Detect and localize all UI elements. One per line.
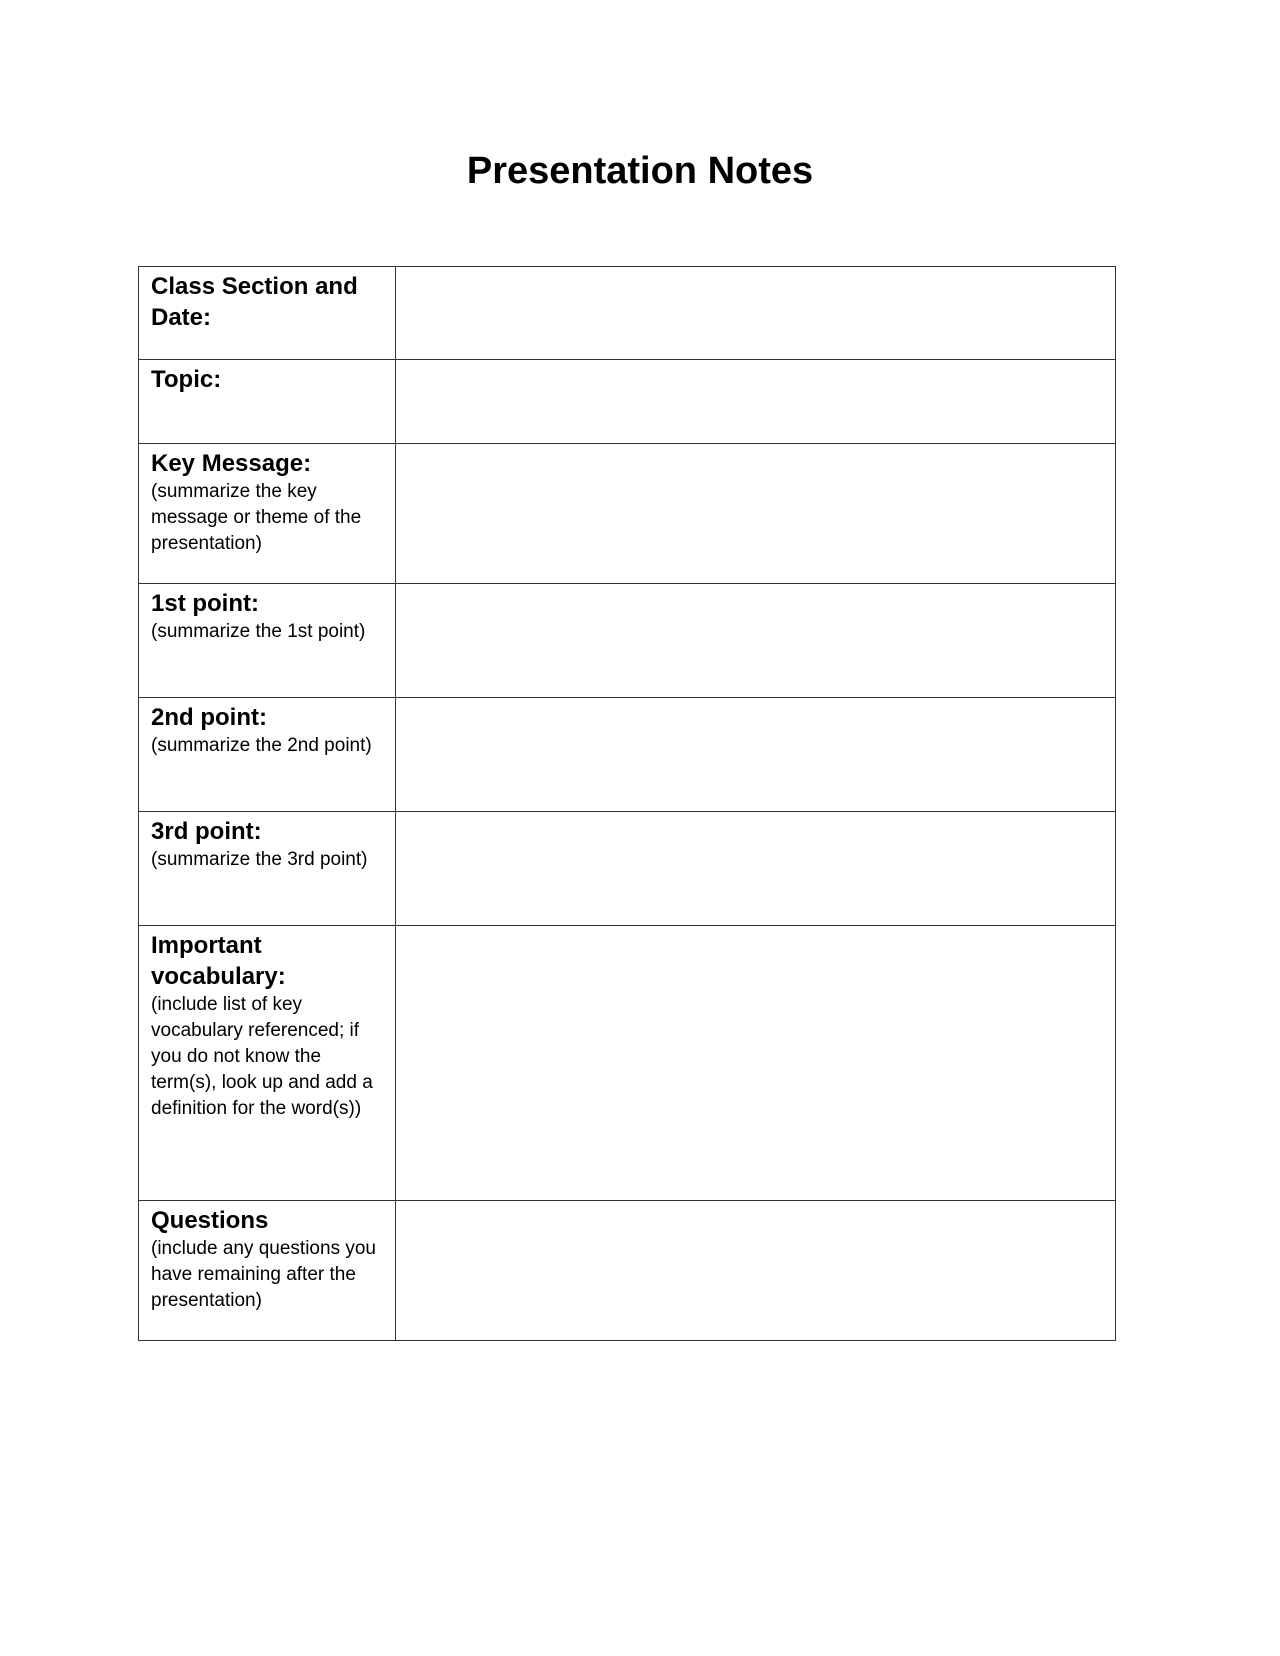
label-cell-questions — [139, 1201, 396, 1341]
label-cell-2nd-point — [139, 698, 396, 812]
answer-cell-topic[interactable] — [396, 360, 1116, 444]
row-label: 1st point: — [151, 590, 259, 617]
row-label: 3rd point: — [151, 818, 262, 845]
label-cell-important-vocabulary — [139, 926, 396, 1201]
answer-cell-1st-point[interactable] — [396, 584, 1116, 698]
row-label: 2nd point: — [151, 704, 267, 731]
answer-cell-3rd-point[interactable] — [396, 812, 1116, 926]
table-row — [139, 926, 1116, 1201]
row-hint: (include any questions you have remaining after the presentation) — [151, 1238, 376, 1311]
label-cell-key-message — [139, 444, 396, 584]
table-row — [139, 444, 1116, 584]
label-cell-1st-point — [139, 584, 396, 698]
row-label: Topic: — [151, 366, 222, 393]
table-row — [139, 360, 1116, 444]
row-hint: (summarize the key message or theme of the presentation) — [151, 481, 362, 554]
label-cell-3rd-point — [139, 812, 396, 926]
row-hint: (include list of key vocabulary referenced; if you do not know the term(s), look up and add a definition for the word(s)) — [151, 994, 373, 1119]
answer-cell-2nd-point[interactable] — [396, 698, 1116, 812]
row-hint: (summarize the 1st point) — [151, 621, 366, 642]
table-row — [139, 1201, 1116, 1341]
table-row — [139, 267, 1116, 360]
row-label: Key Message: — [151, 450, 312, 477]
notes-table — [138, 266, 1116, 1341]
page-title: Presentation Notes — [466, 150, 814, 192]
label-cell-topic — [139, 360, 396, 444]
answer-cell-key-message[interactable] — [396, 444, 1116, 584]
table-row — [139, 812, 1116, 926]
row-label: Important vocabulary: — [151, 932, 286, 990]
answer-cell-class-section-date[interactable] — [396, 267, 1116, 360]
row-label: Questions — [151, 1207, 269, 1234]
table-row — [139, 698, 1116, 812]
label-cell-class-section-date — [139, 267, 396, 360]
answer-cell-important-vocabulary[interactable] — [396, 926, 1116, 1201]
table-row — [139, 584, 1116, 698]
row-label: Class Section and Date: — [151, 273, 358, 331]
row-hint: (summarize the 2nd point) — [151, 735, 372, 756]
answer-cell-questions[interactable] — [396, 1201, 1116, 1341]
row-hint: (summarize the 3rd point) — [151, 849, 368, 870]
